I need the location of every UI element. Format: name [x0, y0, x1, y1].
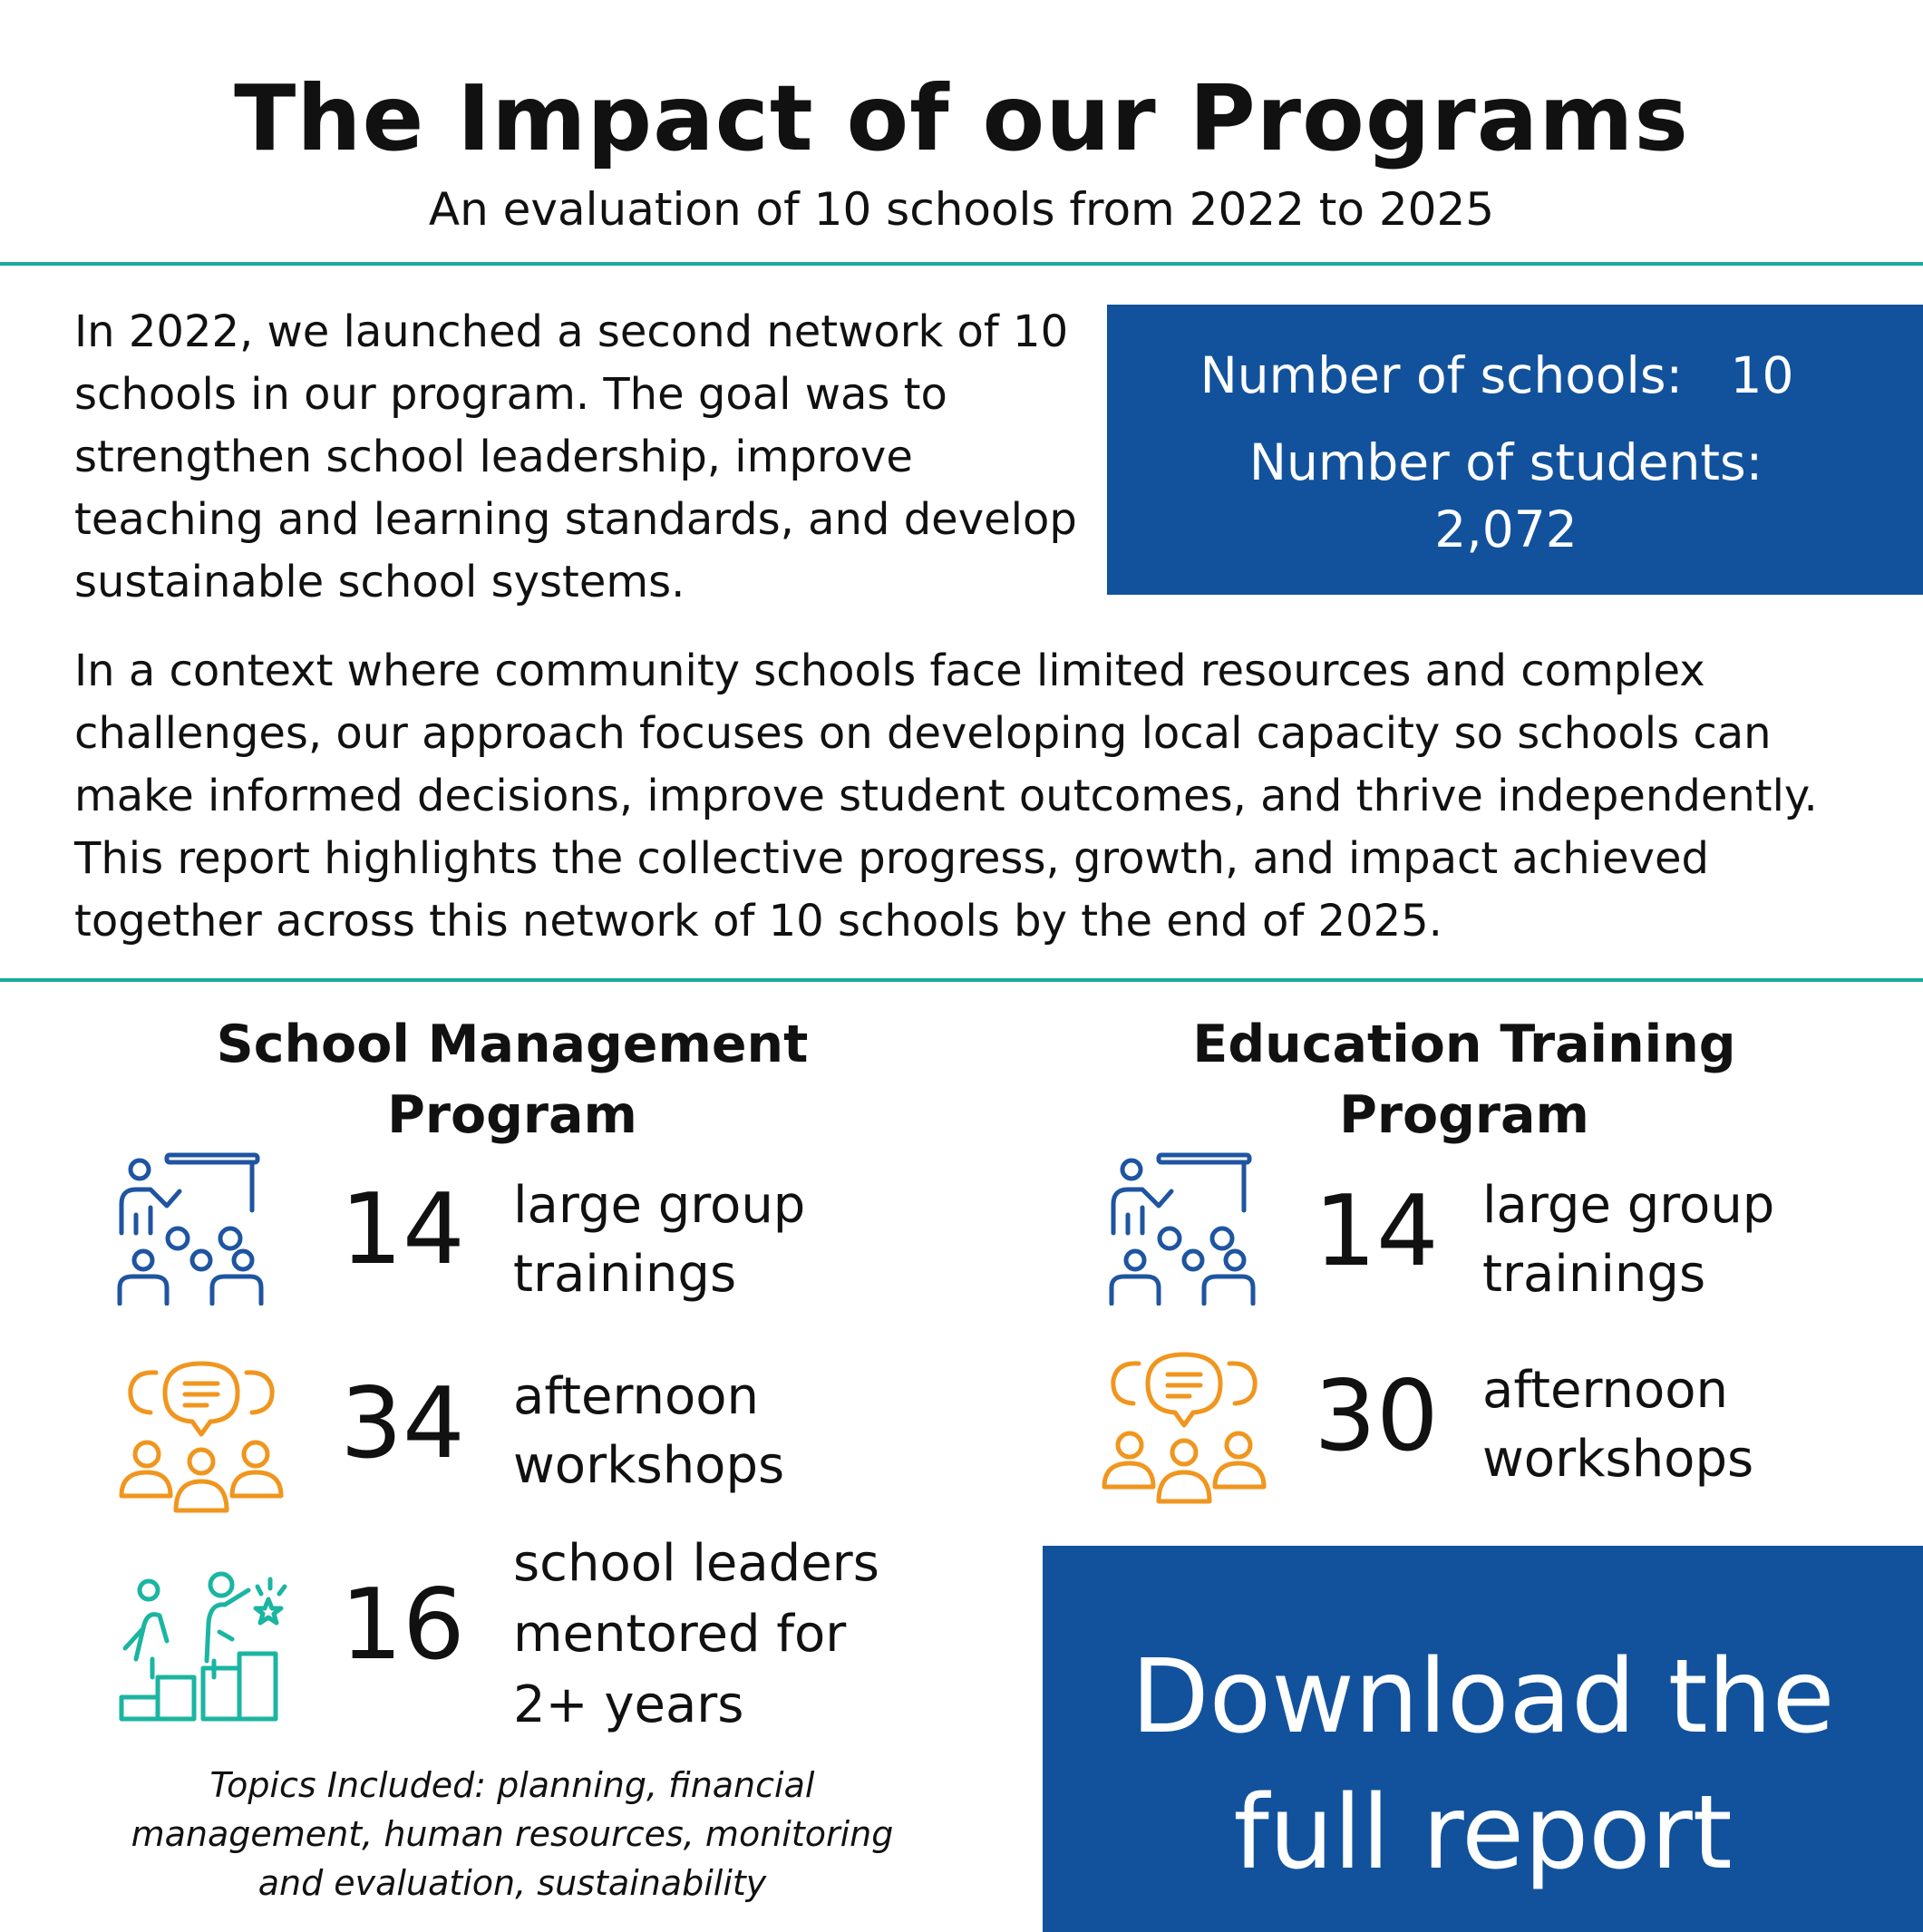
management-stat-1-number: 14 [340, 1173, 465, 1286]
page-subtitle: An evaluation of 10 schools from 2022 to 2025 [428, 183, 1495, 236]
education-stat-2-line2: workshops [1482, 1430, 1754, 1489]
stat-schools: Number of schools: 10 [1199, 346, 1794, 404]
education-stat-1-line2: trainings [1482, 1245, 1706, 1304]
download-report-button[interactable] [1043, 1546, 1923, 1932]
education-stat-1-line1: large group [1482, 1176, 1775, 1235]
education-program-title: Education Training Program [1192, 1015, 1736, 1145]
management-topics: Topics Included: planning, financial management, human resources, monitoring and evaluation, sustainability [131, 1765, 894, 1903]
page-title: The Impact of our Programs [234, 65, 1689, 171]
management-stat-1-line1: large group [513, 1176, 806, 1235]
stat-students-label: Number of students: [1248, 433, 1763, 491]
management-stat-3-line1: school leaders [513, 1534, 879, 1593]
management-stat-3-line2: mentored for [513, 1605, 847, 1664]
management-stat-3-line3: 2+ years [513, 1675, 744, 1734]
stats-box [1107, 305, 1923, 595]
discussion-group-icon [116, 1360, 288, 1514]
mentoring-growth-icon [116, 1541, 297, 1723]
stat-students-value: 2,072 [1434, 500, 1578, 558]
management-stat-2-line1: afternoon [513, 1367, 760, 1426]
management-stat-3-number: 16 [340, 1568, 465, 1682]
management-stat-1-line2: trainings [513, 1245, 737, 1304]
education-stat-2-number: 30 [1314, 1360, 1439, 1473]
download-report-label: Download the full report [1131, 1638, 1835, 1892]
presentation-icon [1108, 1151, 1258, 1306]
divider-middle [0, 978, 1923, 982]
presentation-icon [116, 1151, 266, 1306]
education-stat-2-line1: afternoon [1482, 1361, 1729, 1420]
discussion-group-icon [1099, 1351, 1271, 1505]
management-stat-2-number: 34 [340, 1367, 465, 1481]
divider-top [0, 262, 1923, 266]
management-program-title: School Management Program [216, 1015, 809, 1145]
intro-paragraph: In 2022, we launched a second network of 10 schools in our program. The goal was to strengthen school leadership, improve teaching and learning standards, and develop sustainable school systems. [74, 306, 1077, 607]
education-stat-1-number: 14 [1314, 1175, 1439, 1288]
context-paragraph: In a context where community schools face limited resources and complex challenges, our approach focuses on developing local capacity so schools can make informed decisions, improve student outcomes, and thrive independently. This report highlights the collective progress, growth, and impact achieved together across this network of 10 schools by the end of 2025. [74, 646, 1818, 947]
management-stat-2-line2: workshops [513, 1436, 785, 1495]
